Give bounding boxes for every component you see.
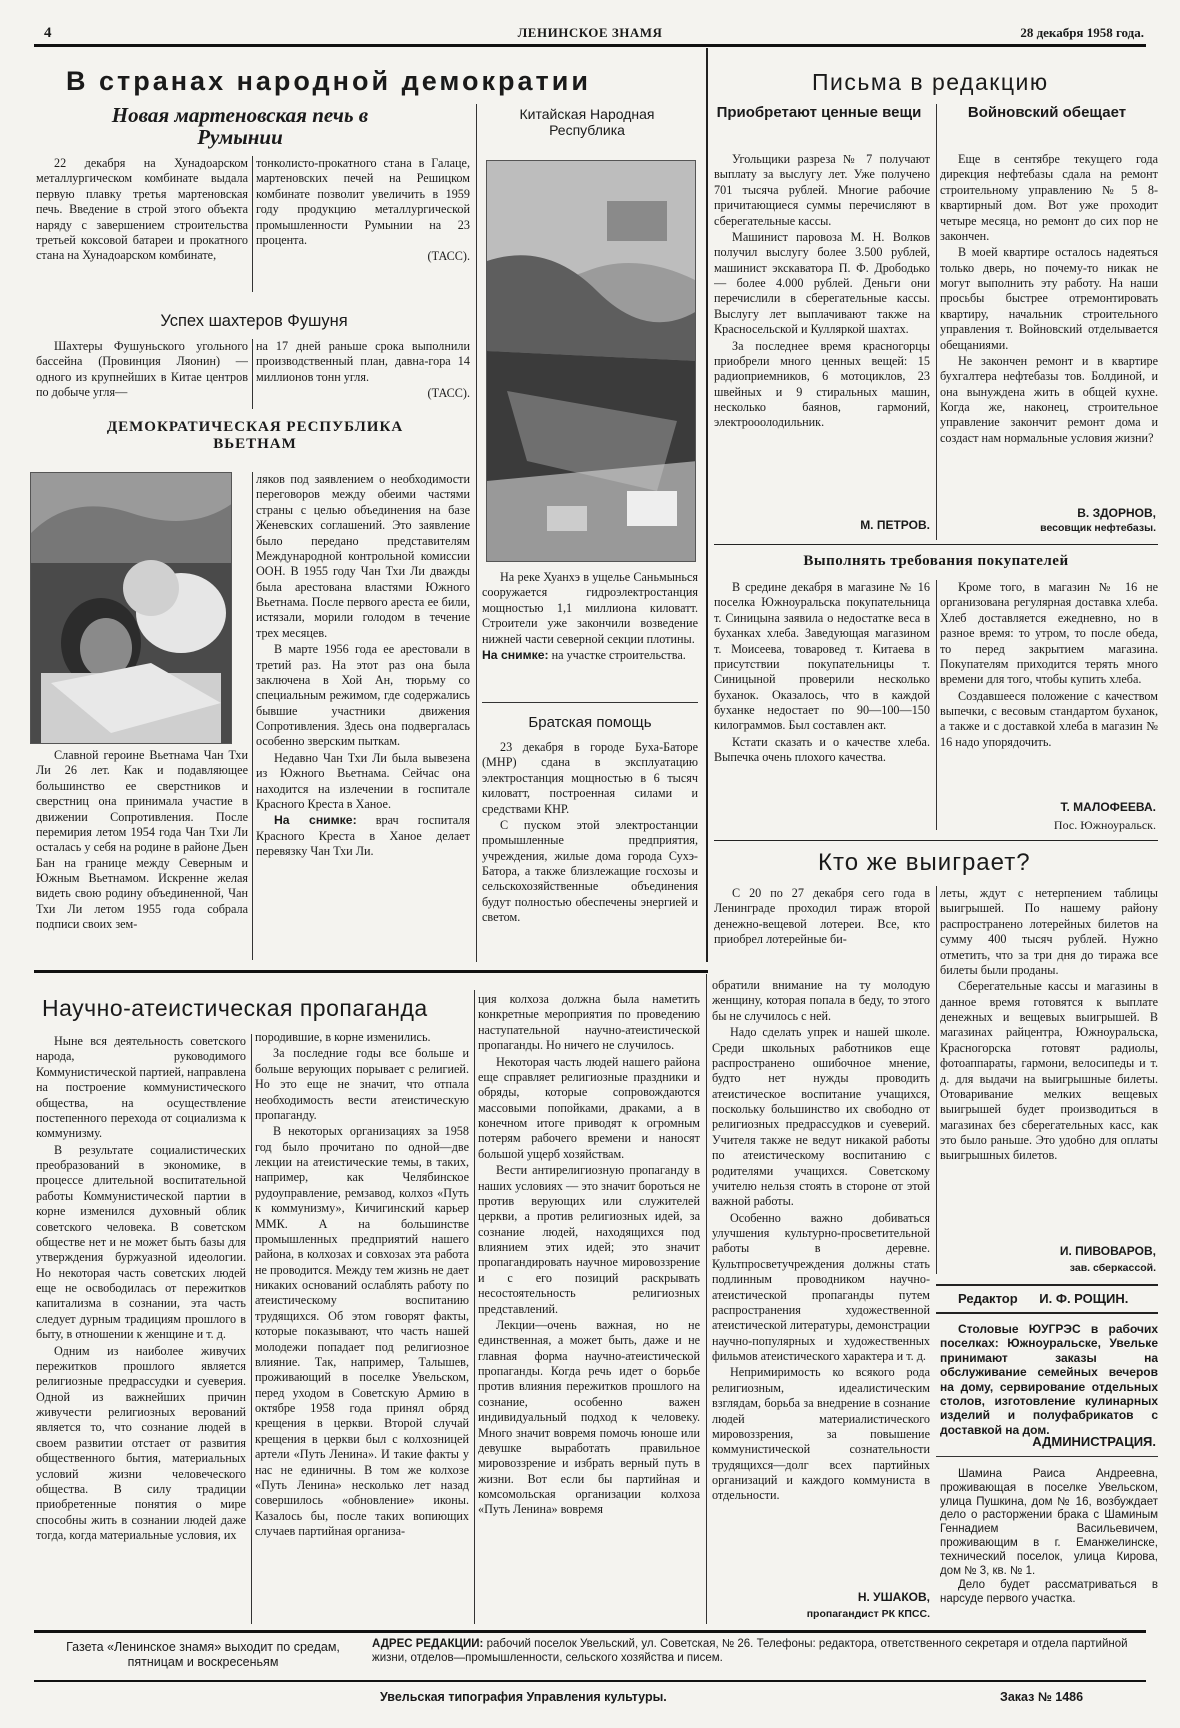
lottery-signature-sub: зав. сберкассой. — [1069, 1262, 1156, 1274]
fushun-col2 — [256, 339, 470, 411]
divider — [714, 544, 1158, 545]
romania-text-1: 22 декабря на Хунадоарском металлургическом комбинате выдала первую плавку третья мартеновская печь. Введение в строй этого объекта наряду с завершением строительства третьей коксовой батареи и прокатного стана на Хунадоарском комбинате, — [36, 156, 248, 263]
propaganda-col2 — [255, 1030, 469, 1626]
lottery-text-1: С 20 по 27 декабря сего года в Ленинграде проходил тираж второй денежно-вещевой лотереи. Все, кто приобрел лотерейные би- — [714, 886, 930, 947]
china-caption-text: на участке строительства. — [551, 647, 686, 662]
vietnam-text-3: В марте 1956 года ее арестовали в третий раз. На этот раз она была заключена в Хой Ан, тюрьму со специальным режимом, где содержались бывшие участники движения Сопротивления. Здесь она подвергалась особенно зверским пыткам. — [256, 642, 470, 749]
divider — [714, 840, 1158, 841]
propaganda-text-4: породившие, в корне изменились. — [255, 1030, 431, 1044]
vietnam-caption — [256, 813, 470, 859]
voinovsky-title: Войновский обещает — [967, 104, 1127, 121]
vietnam-caption-lead: На снимке: — [274, 813, 357, 828]
coal-signature: М. ПЕТРОВ. — [860, 518, 930, 532]
footer-rule-top — [34, 1630, 1146, 1633]
propaganda-text-3: Одним из наиболее живучих пережитков прошлого является религиозные предрассудки и суеверия. Одной из важнейших причин живучести религиозных верований является то, что сознание людей в своем развитии отстает от развития общественного бытия, материальных условий жизни человеческого общества. В силу традиции приобретенные понятия о мире способны жить в сознании людей даже тогда, когда материальные условия, их — [36, 1343, 246, 1542]
footer-address — [372, 1638, 1142, 1666]
propaganda-col1 — [36, 1034, 246, 1626]
voinovsky-body — [940, 152, 1158, 506]
divorce-notice-text: Шамина Раиса Андреевна, проживающая в поселке Увельском, улица Пушкина, дом № 16, возбуждает дело о расторжении брака с Шаминым Геннадием Васильевичем, проживающим в г. Еманжелинске, технический поселок, улица Кирова, дом № 3, кв. № 1. — [940, 1468, 1158, 1577]
customers-col1 — [714, 580, 930, 836]
propaganda-signature-sub: пропагандист РК КПСС. — [806, 1608, 930, 1620]
divider — [474, 990, 475, 1624]
propaganda-text-1: Ныне вся деятельность советского народа, руководимого Коммунистической партией, направлена на построение коммунистического общества, на осуществление постепенного перехода от социализма к коммунизму. — [36, 1034, 246, 1141]
section-divider — [706, 48, 708, 962]
lottery-text-2: леты, ждут с нетерпением таблицы выигрышей. По нашему району распространено лотерейных билетов на сумму 400 тысяч рублей. Нужно отметить, что за три дня до тиража все билеты были проданы. — [940, 886, 1158, 977]
fushun-title: Успех шахтеров Фушуня — [160, 312, 348, 330]
customers-col2 — [940, 580, 1158, 798]
divider — [936, 1312, 1158, 1314]
customers-signature: Т. МАЛОФЕЕВА. — [1060, 800, 1156, 814]
footer-printer: Увельская типография Управления культуры. — [380, 1690, 667, 1704]
page-number: 4 — [44, 25, 52, 41]
propaganda-text-14: Непримиримость ко всякого рода религиозным, идеалистическим взглядам, борьба за внедрение в сознание людей материалистического мировоззрения, за повышение коммунистической сознательности трудящихся—долг всех партийных организаций и каждого коммуниста в отдельности. — [712, 1365, 930, 1503]
footer-rule-bottom — [34, 1680, 1146, 1682]
voinovsky-text-3: Не закончен ремонт и в квартире бухгалтера нефтебазы тов. Болдиной, и она вынуждена жить в общей кухне. Когда же, наконец, строительное управление закончит ремонт дома и создаст нам нормальные условия жизни? — [940, 353, 1158, 445]
divider — [251, 1034, 252, 1624]
voinovsky-text-2: В моей квартире осталось надеяться только дверь, но почему-то никак не могут выполнить эту работу. На наши просьбы быстрее отремонтировать квартиру, начальник строительного управления т. Войновский отделывается обещаниями. — [940, 245, 1158, 352]
vietnam-text-1: Славной героине Вьетнама Чан Тхи Ли 26 лет. Как и подавляющее большинство ее сверстников и сверстниц она принимала участие в движении Сопротивления. После перемирия летом 1954 года Чан Тхи Ли осталась у себя на родине в районе Дьен Бан на границе между Северным и Южным Вьетнамом. Искренне желая видеть свою родину объединенной, Чан Тхи Ли летом 1955 года собрала подписи своих зем- — [36, 748, 248, 932]
divider — [706, 974, 707, 1624]
romania-source: (ТАСС). — [427, 249, 470, 264]
divider — [252, 339, 253, 409]
customers-text-2: Кстати сказать и о качестве хлеба. Выпечка очень плохого качества. — [714, 734, 930, 765]
propaganda-text-7: ция колхоза должна была наметить конкретные мероприятия по проведению наступательной научно-атеистической пропаганды. Но ничего не случилось. — [478, 992, 700, 1053]
voinovsky-signature-sub: весовщик нефтебазы. — [1040, 522, 1156, 534]
propaganda-title: Научно-атеистическая пропаганда — [42, 995, 428, 1021]
canteen-ad-text: Столовые ЮУГРЭС в рабочих поселках: Южноуральске, Увельке принимают заказы на обслуживание семейных вечеров на дому, сервирование отдельных столов, изготовление кулинарных изделий и полуфабрикатов с доставкой на дом. — [940, 1322, 1158, 1437]
editor-line — [958, 1291, 1158, 1307]
china-caption-block — [482, 570, 698, 700]
divider — [476, 104, 477, 962]
fushun-source: (ТАСС). — [427, 386, 470, 401]
china-caption-lead: На снимке: — [482, 647, 549, 662]
china-title: Китайская Народная Республика — [519, 106, 655, 139]
vietnam-title: ДЕМОКРАТИЧЕСКАЯ РЕСПУБЛИКА ВЬЕТНАМ — [106, 419, 404, 453]
divorce-notice — [940, 1468, 1158, 1624]
divorce-notice-text-2: Дело будет рассматриваться в нарсуде первого участка. — [940, 1579, 1158, 1606]
brotherly-text-1: 23 декабря в городе Буха-Баторе (МНР) сдана в эксплуатацию электростанция мощностью в 6 тысяч киловатт, построенная силами и средствами КНР. — [482, 740, 698, 816]
vietnam-col2 — [256, 472, 470, 964]
propaganda-text-9: Вести антирелигиозную пропаганду в наших условиях — это значит бороться не против верующих или служителей церкви, а против религиозных идей, за сознание людей, находящихся под влиянием этих идей; это значит пропагандировать научное мировоззрение и с его позиций раскрывать несостоятельность религиозных представлений. — [478, 1163, 700, 1316]
coal-text-1: Угольщики разреза № 7 получают выплату за выслугу лет. Уже получено 701 тысяча рублей. Многие рабочие причитающиеся суммы перечисляют в сберегательные кассы. — [714, 152, 930, 228]
divider — [936, 1456, 1158, 1457]
customers-title: Выполнять требования покупателей — [803, 553, 1069, 569]
vietnam-photo — [30, 472, 232, 744]
divider — [936, 104, 937, 540]
lottery-col2 — [940, 886, 1158, 1260]
vietnam-text-4: Недавно Чан Тхи Ли была вывезена из Южного Вьетнама. Сейчас она находится на излечении в госпитале Красного Креста в Ханое. — [256, 750, 470, 811]
footer-address-label: АДРЕС РЕДАКЦИИ: — [372, 1638, 484, 1650]
letters-section-title: Письма в редакцию — [812, 69, 1049, 95]
divider — [936, 886, 937, 1274]
propaganda-text-6: В некоторых организациях за 1958 год было прочитано по одной—две лекции на атеистические темы, в таких, например, как Челябинское рудоуправление, ремзавод, колхоз «Путь к коммунизму», Кичигинский карьер ММК. А на большинстве промышленных предприятий нашего района, в колхозах и совхозах эта работа не проводится. Между тем жизнь не дает никаких оснований ослаблять работу по атеистическому воспитанию трудящихся. Об этом говорят факты, которые показывают, что часть нашей молодежи попадает под религиозное влияние. Так, например, Талышев, проживающий в поселке Увельском, перед уходом в Советскую Армию в октябре 1958 года принял обряд крещения в церкви. Второй случай крещения в церкви был с колхозницей артели «Путь Ленина». И такие факты у нас не единичны. В том же колхозе «Путь Ленина» несколько лет назад совершилось «обновление» иконы. Казалось бы, после таких вопиющих случаев партийная организа- — [255, 1124, 469, 1538]
romania-text-2: тонколисто-прокатного стана в Галаце, мартеновских печей на Решицком комбинате позволит увеличить в 1959 году продукцию металлургической промышленности Румынии на 23 процента. — [256, 156, 470, 247]
divider — [936, 580, 937, 830]
coal-body — [714, 152, 930, 532]
footer-order: Заказ № 1486 — [1000, 1690, 1084, 1704]
voinovsky-text-1: Еще в сентябре текущего года дирекция нефтебазы сдала на ремонт строительному управлению № 5 8-квартирный дом. Вот уже проходит четыре месяца, но ремонт до сих пор не закончен. — [940, 152, 1158, 243]
vietnam-text-2: ляков под заявлением о необходимости переговоров между обеими частями страны с целью объединения на базе Женевских соглашений. Это заявление было передано представителям Международной контрольной комиссии ООН. В 1955 году Чан Тхи Ли дважды была арестована властями Южного Вьетнама. После первого ареста ее били, истязали, морили голодом в течение трех месяцев. — [256, 472, 470, 640]
propaganda-text-8: Некоторая часть людей нашего района еще справляет религиозные праздники и обряды, которые сопровождаются массовыми попойками, драками, а в конечном итоге приводят к огромным потерям рабочего времени и наносят большой ущерб хозяйствам. — [478, 1054, 700, 1161]
democracy-section-title: В странах народной демократии — [66, 66, 591, 96]
voinovsky-signature: В. ЗДОРНОВ, — [1077, 506, 1156, 520]
issue-date: 28 декабря 1958 года. — [1020, 25, 1144, 40]
propaganda-col3 — [478, 992, 700, 1626]
divider — [936, 1284, 1158, 1286]
china-photo-image — [487, 161, 696, 562]
propaganda-text-2: В результате социалистических преобразований в экономике, в процессе длительной воспитательной работы Коммунистической партии в корне изменился духовный облик советского человека. В советском обществе нет и не может быть базы для утверждения буржуазной идеологии. Но некоторая часть советских людей еще не освободилась от пережитков капитализма в сознании, эта часть следует дурным традициям прошлого в быту, в отношении к женщине и т. д. — [36, 1142, 246, 1342]
romania-title: Новая мартеновская печь в Румынии — [111, 103, 369, 150]
customers-text-3: Кроме того, в магазин № 16 не организована регулярная доставка хлеба. Хлеб доставляется ежедневно, но в разное время: то утром, то после обеда, то перед закрытием магазина. Покупателям приходится терять много времени для того, чтобы купить хлеба. — [940, 580, 1158, 687]
header-rule — [34, 44, 1146, 47]
coal-text-3: За последнее время красногорцы приобрели много ценных вещей: 15 радиоприемников, 6 мотоциклов, 23 швейных и 9 стиральных машин, несколько баянов, гармоний, электрооолодильник. — [714, 338, 930, 430]
propaganda-col4 — [712, 978, 930, 1588]
paper-name: ЛЕНИНСКОЕ ЗНАМЯ — [517, 25, 663, 40]
china-photo — [486, 160, 696, 562]
editor-name: И. Ф. РОЩИН. — [1039, 1291, 1129, 1306]
page-header — [36, 22, 1144, 44]
customers-text-1: В средине декабря в магазине № 16 поселка Южноуральска покупательница т. Синицына заявила о недостатке веса в буханках хлеба. Заведующая магазином т. Моисеева, товаровед т. Китаева в присутствии покупательницы т. Синицыной проверили несколько буханок. Оказалось, что в каждой буханке недостает по 90—100—150 килограммов. Был составлен акт. — [714, 580, 930, 733]
china-caption — [482, 648, 698, 663]
editor-label: Редактор — [958, 1291, 1018, 1306]
footer-address-text: рабочий поселок Увельский, ул. Советская, № 26. Телефоны: редактора, ответственного секретаря и отдела партийной жизни, отделов—промышленности, сельского хозяйства и писем. — [372, 1638, 1128, 1664]
romania-col2 — [256, 156, 470, 292]
lottery-title: Кто же выиграет? — [818, 849, 1031, 876]
propaganda-text-10: Лекции—очень важная, но не единственная, а может быть, даже и не главная форма научно-атеистической пропаганды. Когда речь идет о борьбе против влияния пережитков прошлого на сознание, особенно важен индивидуальный подход к человеку. Много значит вовремя помочь юноше или девушке выработать правильное мировоззрение и избрать верный путь в жизни. Вот если бы партийная и комсомольская организации колхоза «Путь Ленина» вовремя — [478, 1317, 700, 1517]
lottery-text-3: Сберегательные кассы и магазины в данное время готовятся к выплате денежных и вещевых выигрышей. В магазинах райцентра, Южноуральска, Красногорска готовят радиолы, фотоаппараты, гармони, велосипеды и т. д. для выдачи на выигрышные билеты. Отоваривание мелких вещевых выигрышей будет производиться в магазинах без сберегательных касс, как это было раньше. Это удобно для оплаты выигрышных билетов. — [940, 979, 1158, 1163]
mid-rule — [34, 970, 708, 973]
romania-col1 — [36, 156, 248, 292]
lottery-signature: И. ПИВОВАРОВ, — [1059, 1244, 1156, 1258]
customers-text-4: Создавшееся положение с качеством выпечки, с весовым стандартом буханок, а также и с доставкой хлеба в магазин № 16 надо упорядочить. — [940, 688, 1158, 749]
propaganda-text-5: За последние годы все больше и больше верующих порывает с религией. Но это еще не значит, что отпала необходимость вести атеистическую пропаганду. — [255, 1046, 469, 1122]
canteen-ad — [940, 1322, 1158, 1442]
divider — [252, 472, 253, 960]
coal-title: Приобретают ценные вещи — [716, 104, 922, 121]
brotherly-text-2: С пуском этой электростанции промышленные предприятия, учреждения, жилые дома города Сухэ-Батора, а также близлежащие госхозы и сельскохозяйственные объединения будут полностью обеспечены энергией и светом. — [482, 817, 698, 925]
china-photo-text: На реке Хуанхэ в ущелье Саньмынься сооружается гидроэлектростанция мощностью 1,1 миллиона киловатт. Строители уже закончили возведение нижней части северной секции плотины. — [482, 570, 698, 646]
vietnam-caption-text: врач госпиталя Красного Креста в Ханое делает перевязку Чан Тхи Ли. — [256, 813, 470, 858]
fushun-text-1: Шахтеры Фушуньского угольного бассейна (Провинция Ляонин) — одного из крупнейших в Китае центров по добыче угля— — [36, 339, 248, 400]
vietnam-col1 — [36, 748, 248, 962]
propaganda-text-13: Особенно важно добиваться улучшения культурно-просветительной работы в деревне. Культпросветучреждения должны стать подлинным проводником научно-атеистической пропаганды путем распространения художественной атеистической литературы, демонстрации научно-популярных и художественных фильмов атеистического характера и т. д. — [712, 1210, 930, 1363]
brotherly-body — [482, 740, 698, 962]
fushun-text-2: на 17 дней раньше срока выполнили производственный план, давна-гора 14 миллионов тонн угля. — [256, 339, 470, 384]
divider — [482, 702, 698, 703]
propaganda-text-11: обратили внимание на ту молодую женщину, которая попала в беду, то этого бы не случилось с ней. — [712, 978, 930, 1023]
propaganda-signature: Н. УШАКОВ, — [857, 1590, 930, 1604]
propaganda-text-12: Надо сделать упрек и нашей школе. Среди школьных работников еще распространено ошибочное мнение, будто нет нужды проводить атеистическое воспитание учащихся, поскольку большинство их свободно от религиозных предрассудков и суеверий. Учителя также не ведут никакой работы по атеистическому воспитанию с родителями учащихся. Советскому учителю нельзя стоять в стороне от этой важной работы. — [712, 1025, 930, 1209]
vietnam-photo-image — [31, 473, 232, 744]
lottery-col1 — [714, 886, 930, 962]
brotherly-title: Братская помощь — [528, 714, 652, 731]
canteen-ad-signature: АДМИНИСТРАЦИЯ. — [1032, 1434, 1156, 1449]
fushun-col1 — [36, 339, 248, 411]
coal-text-2: Машинист паровоза М. Н. Волков получил выслугу более 3.500 рублей, машинист экскаватора П. Ф. Дрободько — более 4.000 рублей. Деньги они перечислили в сберегательные кассы. Выслугу лет выплачивают также на Красносельской и Кулляркой шахтах. — [714, 229, 930, 337]
divider — [252, 156, 253, 292]
customers-signature-sub: Пос. Южноуральск. — [1053, 818, 1156, 832]
footer-schedule: Газета «Ленинское знамя» выходит по средам, пятницам и воскресеньям — [66, 1640, 340, 1669]
